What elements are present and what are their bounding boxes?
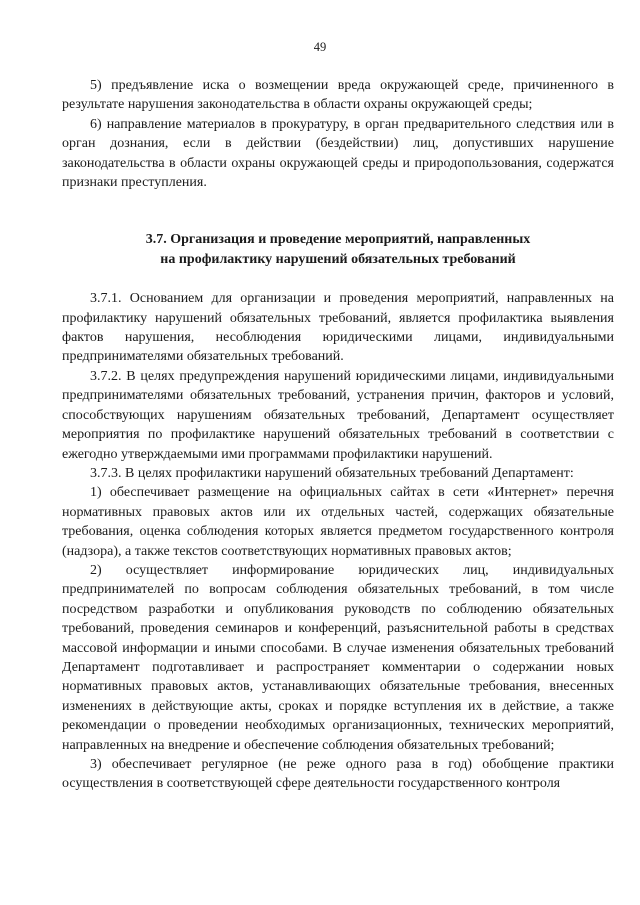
paragraph-3-7-2: 3.7.2. В целях предупреждения нарушений юридическими лицами, индивидуальными предпринимателями обязательных требований, устранения причин, факторов и условий, способствующих нарушениям обязательных требований, Департамент осуществляет мероприятия по профилактике нарушений обязательных требований в соответствии с ежегодно утверждаемыми ими программами профилактики нарушений. xyxy=(62,368,614,462)
paragraph-item-6: 6) направление материалов в прокуратуру, в орган предварительного следствия или в орган дознания, если в действии (бездействии) лиц, допустивших нарушение законодательства в области охраны окружающей среды и природопользования, содержатся признаки преступления. xyxy=(62,116,614,191)
spacer xyxy=(62,192,614,230)
section-heading-line1: 3.7. Организация и проведение мероприятий, направленных xyxy=(145,232,531,248)
list-item-2: 2) осуществляет информирование юридических лиц, индивидуальных предпринимателей по вопросам соблюдения обязательных требований, в том числе посредством разработки и опубликования руководств по соблюдению обязательных требований, проведения семинаров и конференций, разъяснительной работы в средствах массовой информации и иными способами. В случае изменения обязательных требований Департамент подготавливает и распространяет комментарии о содержании новых нормативных правовых актов, устанавливающих обязательные требования, внесенных изменениях в действующие акты, сроках и порядке вступления их в действие, а также рекомендации о проведении необходимых организационных, технических мероприятий, направленных на внедрение и обеспечение соблюдения обязательных требований; xyxy=(62,562,614,753)
section-heading xyxy=(62,230,614,269)
paragraph-item-5: 5) предъявление иска о возмещении вреда окружающей среде, причиненного в результате нарушения законодательства в области охраны окружающей среды; xyxy=(62,78,614,113)
list-item-3: 3) обеспечивает регулярное (не реже одного раза в год) обобщение практики осуществления в соответствующей сфере деятельности государственного контроля xyxy=(62,757,614,792)
document-body xyxy=(62,76,614,794)
list-item-1: 1) обеспечивает размещение на официальных сайтах в сети «Интернет» перечня нормативных правовых актов или их отдельных частей, содержащих обязательные требования, оценка соблюдения которых является предметом государственного контроля (надзора), а также текстов соответствующих нормативных правовых актов; xyxy=(62,485,614,559)
page-number: 49 xyxy=(313,40,327,54)
spacer xyxy=(62,269,614,289)
paragraph-3-7-1: 3.7.1. Основанием для организации и проведения мероприятий, направленных на профилактику нарушений обязательных требований, является профилактика выявления фактов нарушения, несоблюдения юридическими лицами, индивидуальными предпринимателями обязательных требований. xyxy=(62,291,614,365)
paragraph-3-7-3: 3.7.3. В целях профилактики нарушений обязательных требований Департамент: xyxy=(90,465,574,481)
section-heading-line2: на профилактику нарушений обязательных требований xyxy=(160,251,516,267)
